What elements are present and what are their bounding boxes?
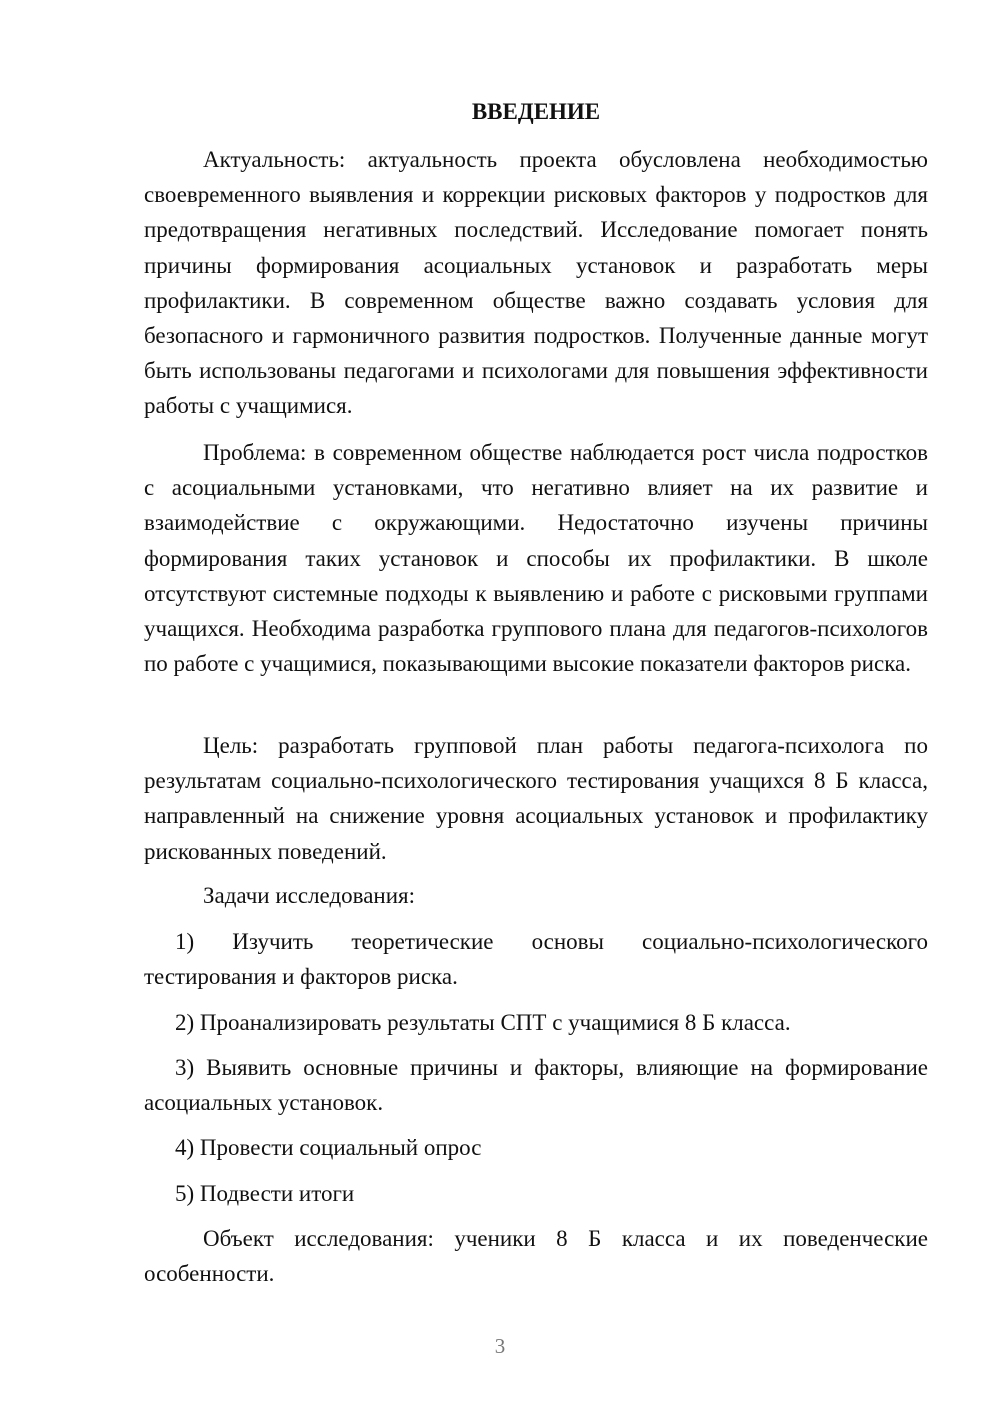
goal-paragraph: Цель: разработать групповой план работы педагога-психолога по результатам социально-психологического тестирования учащихся 8 Б класса, направленный на снижение уровня асоциальных установок и профилактику рискованных поведений. — [144, 733, 928, 864]
section-heading: ВВЕДЕНИЕ — [471, 99, 601, 124]
problem-paragraph: Проблема: в современном обществе наблюдается рост числа подростков с асоциальными установками, что негативно влияет на их развитие и взаимодействие с окружающими. Недостаточно изучены причины формирования таких установок и способы их профилактики. В школе отсутствуют системные подходы к выявлению и работе с рисковыми группами учащихся. Необходима разработка группового плана для педагогов-психологов по работе с учащимися, показывающими высокие показатели факторов риска. — [144, 440, 928, 677]
task-item-4: 4) Провести социальный опрос — [175, 1135, 482, 1160]
page-number: 3 — [494, 1334, 506, 1358]
task-item-2: 2) Проанализировать результаты СПТ с учащимися 8 Б класса. — [175, 1010, 791, 1035]
task-item-5: 5) Подвести итоги — [175, 1181, 355, 1206]
object-paragraph: Объект исследования: ученики 8 Б класса и их поведенческие особенности. — [144, 1226, 928, 1287]
tasks-heading: Задачи исследования: — [203, 883, 416, 908]
task-item-1: 1) Изучить теоретические основы социально-психологического тестирования и факторов риска. — [144, 929, 928, 990]
task-item-3: 3) Выявить основные причины и факторы, влияющие на формирование асоциальных установок. — [144, 1055, 928, 1116]
relevance-paragraph: Актуальность: актуальность проекта обусловлена необходимостью своевременного выявления и коррекции рисковых факторов у подростков для предотвращения негативных последствий. Исследование помогает понять причины формирования асоциальных установок и разработать меры профилактики. В современном обществе важно создавать условия для безопасного и гармоничного развития подростков. Полученные данные могут быть использованы педагогами и психологами для повышения эффективности работы с учащимися. — [144, 147, 928, 419]
